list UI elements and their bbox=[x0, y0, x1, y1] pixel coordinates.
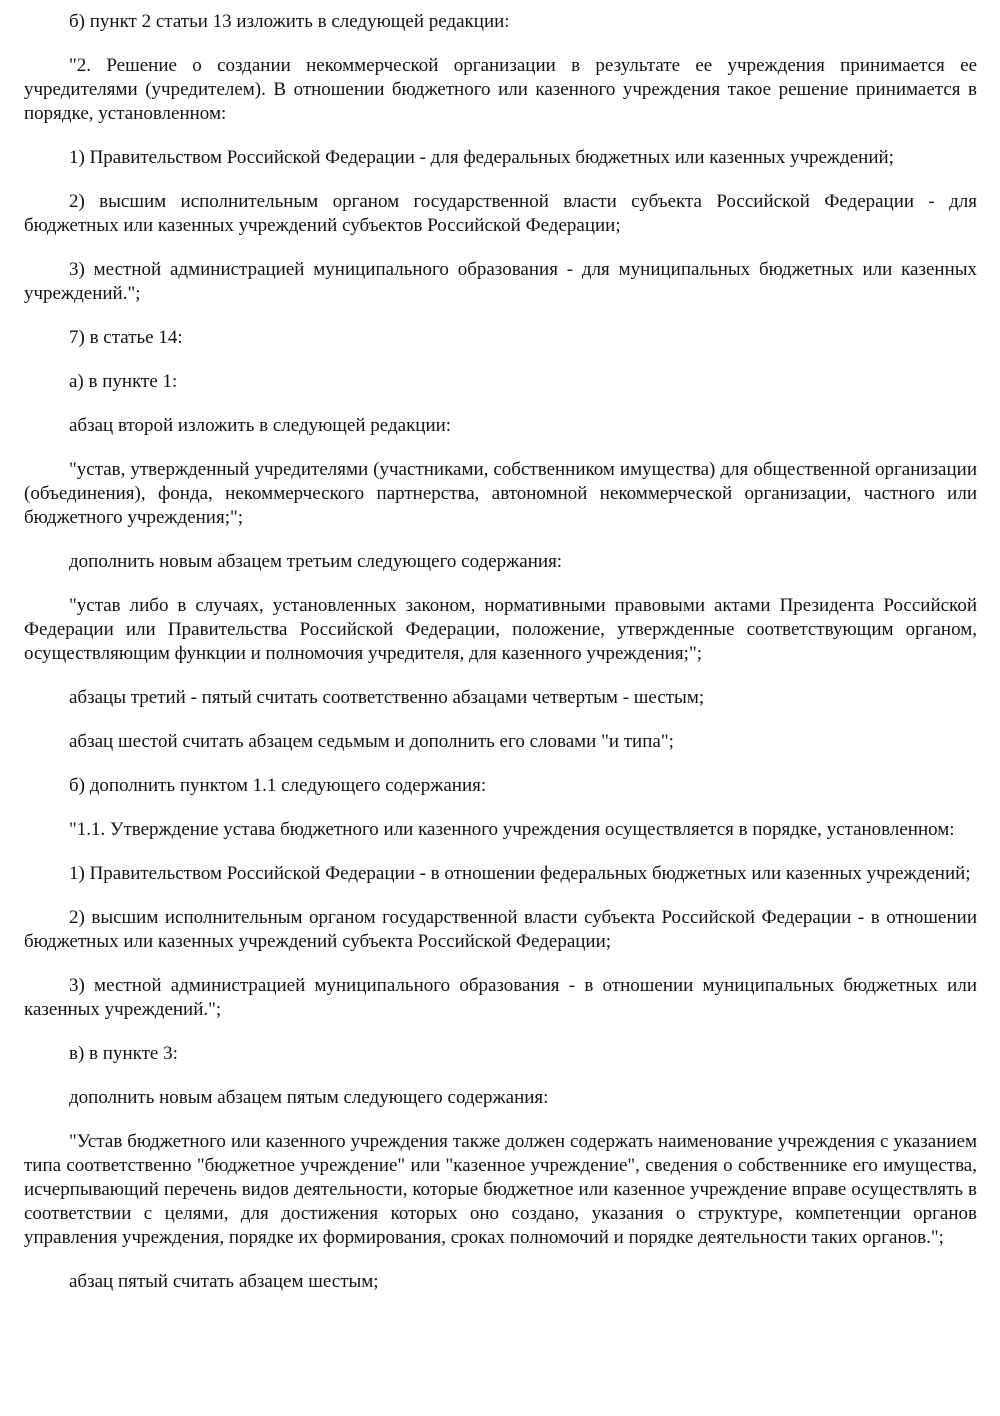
paragraph: абзац пятый считать абзацем шестым; bbox=[69, 1271, 379, 1292]
paragraph: абзацы третий - пятый считать соответственно абзацами четвертым - шестым; bbox=[69, 687, 705, 708]
paragraph: 3) местной администрацией муниципального образования - для муниципальных бюджетных или казенных учреждений."; bbox=[24, 259, 977, 304]
paragraph: "2. Решение о создании некоммерческой организации в результате ее учреждения принимается ее учредителями (учредителем). В отношении бюджетного или казенного учреждения такое решение принимается в порядке, установленном: bbox=[24, 55, 977, 124]
paragraph: б) дополнить пунктом 1.1 следующего содержания: bbox=[69, 775, 487, 796]
paragraph: "Устав бюджетного или казенного учреждения также должен содержать наименование учреждения с указанием типа соответственно "бюджетное учреждение" или "казенное учреждение", сведения о собственнике его имущества, исчерпывающий перечень видов деятельности, которые бюджетное или казенное учреждение вправе осуществлять в соответствии с целями, для достижения которых оно создано, указания о структуре, компетенции органов управления учреждения, порядке их формирования, сроках полномочий и порядке деятельности таких органов."; bbox=[24, 1131, 977, 1248]
paragraph: "устав, утвержденный учредителями (участниками, собственником имущества) для общественной организации (объединения), фонда, некоммерческого партнерства, автономной некоммерческой организации, частного или бюджетного учреждения;"; bbox=[24, 459, 977, 528]
paragraph: 3) местной администрацией муниципального образования - в отношении муниципальных бюджетных или казенных учреждений."; bbox=[24, 975, 977, 1020]
paragraph: 2) высшим исполнительным органом государственной власти субъекта Российской Федерации - в отношении бюджетных или казенных учреждений субъекта Российской Федерации; bbox=[24, 907, 977, 952]
paragraph: абзац второй изложить в следующей редакции: bbox=[69, 415, 452, 436]
document-page bbox=[24, 10, 977, 1294]
paragraph: 2) высшим исполнительным органом государственной власти субъекта Российской Федерации - для бюджетных или казенных учреждений субъектов Российской Федерации; bbox=[24, 191, 977, 236]
paragraph: 1) Правительством Российской Федерации - для федеральных бюджетных или казенных учреждений; bbox=[69, 147, 894, 168]
paragraph: в) в пункте 3: bbox=[69, 1043, 178, 1064]
paragraph: дополнить новым абзацем третьим следующего содержания: bbox=[69, 551, 563, 572]
paragraph: "устав либо в случаях, установленных законом, нормативными правовыми актами Президента Российской Федерации или Правительства Российской Федерации, положение, утвержденные соответствующим органом, осуществляющим функции и полномочия учредителя, для казенного учреждения;"; bbox=[24, 595, 977, 664]
paragraph: 1) Правительством Российской Федерации - в отношении федеральных бюджетных или казенных учреждений; bbox=[69, 863, 971, 884]
paragraph: б) пункт 2 статьи 13 изложить в следующей редакции: bbox=[69, 11, 510, 32]
paragraph: абзац шестой считать абзацем седьмым и дополнить его словами "и типа"; bbox=[69, 731, 674, 752]
paragraph: 7) в статье 14: bbox=[69, 327, 183, 348]
paragraph: а) в пункте 1: bbox=[69, 371, 178, 392]
paragraph: дополнить новым абзацем пятым следующего содержания: bbox=[69, 1087, 549, 1108]
paragraph: "1.1. Утверждение устава бюджетного или казенного учреждения осуществляется в порядке, установленном: bbox=[69, 819, 955, 840]
